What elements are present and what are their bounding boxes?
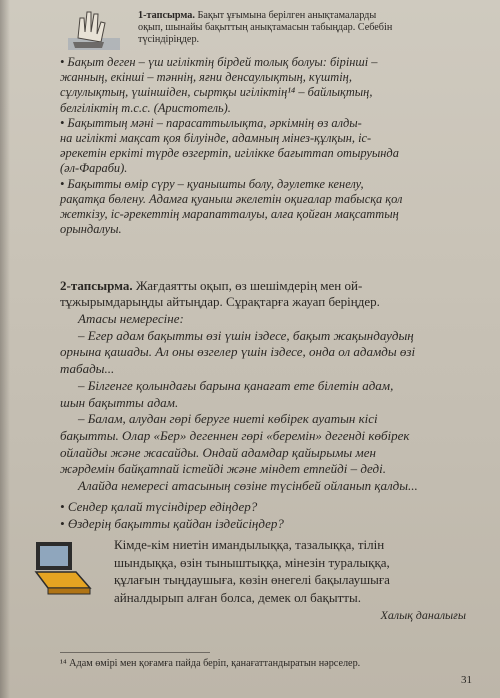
task2-section bbox=[60, 278, 470, 532]
quote-farabi-line3: әрекетін еркіті түрде өзгертіп, игілікке бағыттап отыруында bbox=[60, 146, 399, 161]
task1-intro bbox=[138, 22, 470, 46]
quote-aristotle-line1: • Бақыт деген – үш игіліктің бірдей толық болуы: біріншi – bbox=[60, 55, 378, 69]
story-line-9: жәрдемін байқатпай істейді және міндет етпейді – деді. bbox=[60, 461, 386, 477]
task1-intro-line2: оқып, шынайы бақыттың анықтамасын табыңдар. Себебін bbox=[138, 22, 393, 33]
task1-title: 1-тапсырма. bbox=[138, 10, 195, 21]
page-number: 31 bbox=[461, 674, 472, 686]
quote-aristotle-line2: жанның, екіншi – тәннің, яғни денсаулықтың, күштің, bbox=[60, 70, 352, 85]
story-line-4: – Білгенге қолындағы барына қанағат ете білетін адам, bbox=[78, 377, 394, 393]
story-line-7: бақытты. Олар «Бер» дегеннен гөрі «беремін» дегенді көбірек bbox=[60, 427, 410, 443]
task2-intro-line1: Жағдаятты оқып, өз шешімдерің мен ой- bbox=[135, 278, 363, 293]
story-line-6: – Балам, алудан гөрі беруге ниеті көбірек ауатын кісі bbox=[78, 411, 378, 427]
footnote-divider bbox=[60, 652, 210, 653]
quote-life-line2: рақатқа бөлену. Адамға қуаныш әкелетін оқиғалар табысқа қол bbox=[60, 191, 403, 206]
question-2: • Өздерің бақытты қайдан іздейсіңдер? bbox=[60, 515, 284, 531]
quote-life-line3: жеткізу, іс-әрекеттің марапатталуы, алға қойған мақсаттың bbox=[60, 207, 399, 222]
quote-box bbox=[114, 536, 466, 624]
task2-intro-line2: тұжырымдарыңды айтыңдар. Сұрақтарға жауап беріңдер. bbox=[60, 294, 380, 309]
box-source: Халық даналығы bbox=[380, 608, 466, 623]
quote-life-line4: орындалуы. bbox=[60, 222, 122, 237]
task2-title: 2-тапсырма. bbox=[60, 278, 133, 293]
quote-life-line1: • Бақытты өмір сүру – қуанышты болу, дәулетке кенелу, bbox=[60, 176, 364, 191]
task2-questions bbox=[60, 498, 470, 532]
book-computer-icon bbox=[32, 540, 94, 598]
page-edge-shadow bbox=[0, 0, 10, 698]
box-line-2: құлағын тыңдаушыға, көзін өнегелі бақылаушыға bbox=[114, 572, 390, 588]
box-line-1: шындыққа, өзін тыныштыққа, мінезін туралыққа, bbox=[114, 554, 390, 570]
task1-intro-line1: Бақыт ұғымына берілген анықтамаларды bbox=[197, 10, 377, 21]
raised-hand-icon bbox=[68, 8, 124, 52]
box-line-0: Кімде-кім ниетін имандылыққа, тазалыққа, тілін bbox=[114, 537, 385, 552]
footnote: ¹⁴ Адам өмірі мен қоғамға пайда беріп, қанағаттандыратын нәрселер. bbox=[60, 658, 361, 669]
task1-header bbox=[138, 10, 470, 22]
story-line-10: Алайда немересі атасының сөзіне түсінбей ойланып қалды... bbox=[78, 478, 418, 494]
task1-quotes bbox=[60, 55, 470, 237]
story-line-2: орнына қашады. Ал оны өзгелер үшін іздесе, онда ол адамды өзі bbox=[60, 344, 416, 360]
task1-intro-line3: түсіндіріңдер. bbox=[138, 34, 200, 46]
story-line-1: – Егер адам бақытты өзі үшін іздесе, бақыт жақындаудың bbox=[78, 327, 414, 343]
story-line-5: шын бақытты адам. bbox=[60, 394, 179, 410]
story-line-0: Атасы немересіне: bbox=[78, 311, 184, 326]
quote-aristotle-line4: белгіліктің т.с.с. (Аристотель). bbox=[60, 100, 231, 115]
box-line-3: айналдырып алған болса, демек ол бақытты. bbox=[114, 589, 361, 605]
question-1: • Сендер қалай түсіндірер едіңдер? bbox=[60, 498, 258, 514]
story-line-8: ойлайды және жасайды. Ондай адамдар қайырымы мен bbox=[60, 444, 376, 460]
quote-aristotle-line3: сұлулықтың, үшіншіден, сыртқы игіліктің¹⁴ – байлықтың, bbox=[60, 85, 373, 100]
task2-story bbox=[60, 311, 470, 495]
quote-farabi-line2: на игілікті мақсат қоя білуінде, адамның мінез-құлқын, іс- bbox=[60, 131, 372, 146]
quote-farabi-line4: (әл-Фараби). bbox=[60, 161, 128, 176]
story-line-3: табады... bbox=[60, 361, 115, 377]
quote-farabi-line1: • Бақыттың мәні – парасаттылықта, әркімнің өз алды- bbox=[60, 115, 362, 130]
